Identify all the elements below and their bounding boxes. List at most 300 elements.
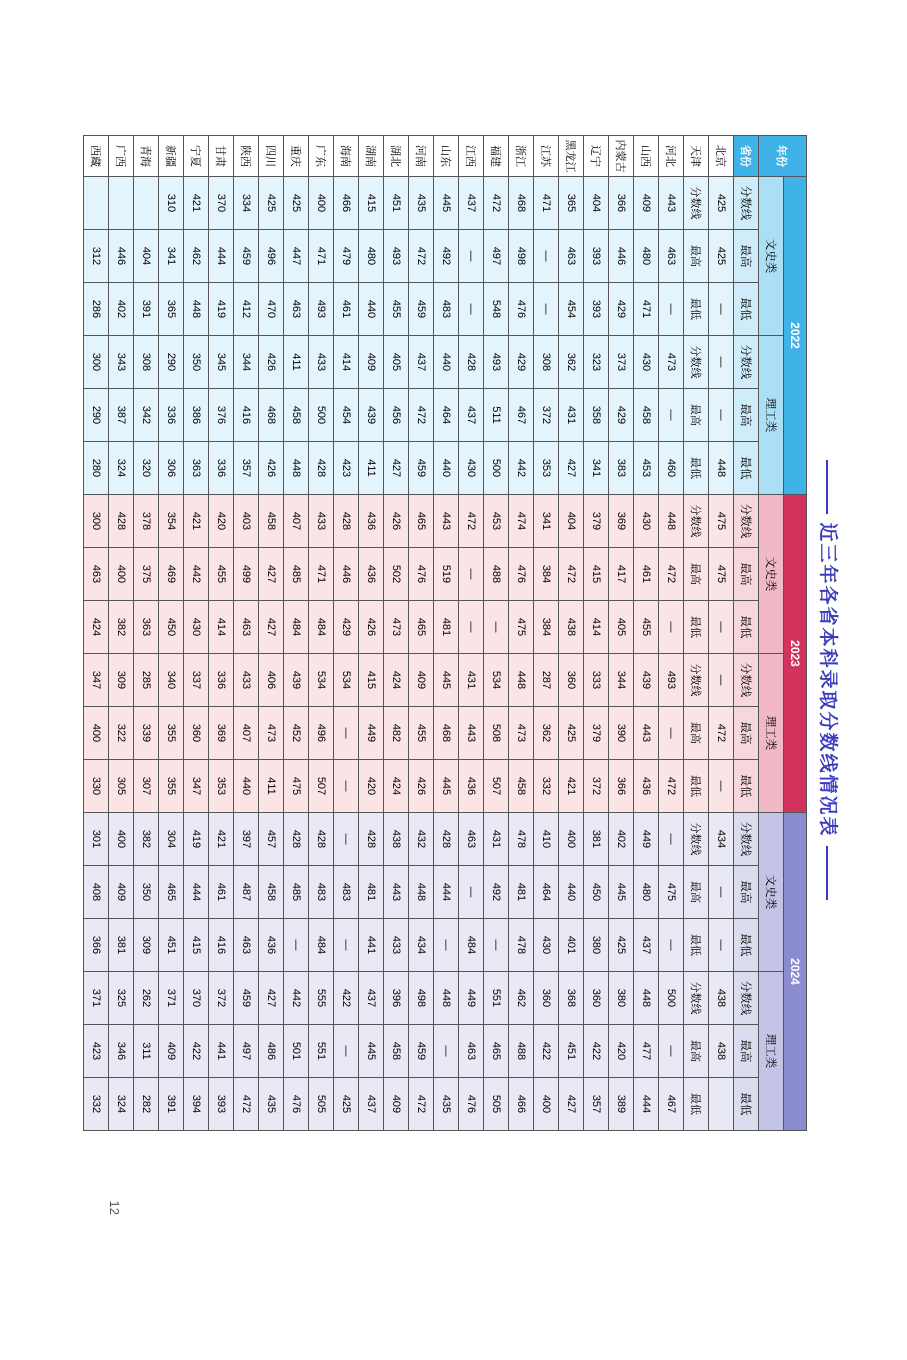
table-cell: 430 — [183, 601, 208, 654]
table-cell: 429 — [333, 601, 358, 654]
table-cell: — — [483, 601, 508, 654]
table-cell: 426 — [258, 442, 283, 495]
table-row — [633, 136, 658, 1131]
table-cell: 393 — [208, 1078, 233, 1131]
table-cell: 443 — [383, 866, 408, 919]
table-row — [233, 136, 258, 1131]
table-cell: 344 — [608, 654, 633, 707]
table-cell: 483 — [433, 283, 458, 336]
table-cell: 449 — [358, 707, 383, 760]
table-cell: — — [658, 707, 683, 760]
table-cell: 446 — [108, 230, 133, 283]
table-cell: 391 — [158, 1078, 183, 1131]
table-cell: 419 — [183, 813, 208, 866]
table-cell: 344 — [233, 336, 258, 389]
table-cell: 448 — [658, 495, 683, 548]
table-cell: 501 — [283, 1025, 308, 1078]
table-cell: 472 — [458, 495, 483, 548]
table-cell: 459 — [408, 283, 433, 336]
table-cell: 402 — [108, 283, 133, 336]
table-cell: — — [458, 230, 483, 283]
table-cell: 390 — [608, 707, 633, 760]
table-body — [83, 136, 733, 1131]
table-cell: 473 — [508, 707, 533, 760]
table-cell: 309 — [108, 654, 133, 707]
table-cell: 448 — [433, 972, 458, 1025]
table-cell: 448 — [408, 866, 433, 919]
table-row — [683, 136, 708, 1131]
table-cell: 428 — [333, 495, 358, 548]
table-cell: 371 — [158, 972, 183, 1025]
table-cell: 322 — [108, 707, 133, 760]
table-cell: — — [333, 813, 358, 866]
table-cell: 442 — [283, 972, 308, 1025]
table-cell: 463 — [558, 230, 583, 283]
table-cell: 308 — [533, 336, 558, 389]
row-province-label: 甘肃 — [208, 136, 233, 177]
table-cell: 312 — [83, 230, 108, 283]
header-2023-wenshi-max: 最高 — [733, 548, 758, 601]
table-cell: 421 — [208, 813, 233, 866]
table-subheader-cell: 最低 — [683, 442, 708, 495]
table-cell: — — [458, 548, 483, 601]
table-cell: 409 — [408, 654, 433, 707]
table-cell: 455 — [208, 548, 233, 601]
table-cell: — — [708, 919, 733, 972]
table-cell: 431 — [483, 813, 508, 866]
table-cell: 427 — [258, 972, 283, 1025]
table-cell: 451 — [158, 919, 183, 972]
table-cell: 468 — [258, 389, 283, 442]
table-cell: 445 — [433, 654, 458, 707]
table-cell: 459 — [408, 1025, 433, 1078]
table-cell: 534 — [308, 654, 333, 707]
table-cell: — — [708, 866, 733, 919]
table-subheader-cell: 最低 — [683, 760, 708, 813]
table-cell: 448 — [508, 654, 533, 707]
table-cell: 371 — [83, 972, 108, 1025]
table-subheader-cell: 分数线 — [683, 654, 708, 707]
table-cell: — — [433, 919, 458, 972]
table-header-year-row — [783, 136, 806, 1131]
table-cell — [708, 1078, 733, 1131]
table-row — [258, 136, 283, 1131]
table-cell: 475 — [658, 866, 683, 919]
table-cell: 427 — [558, 442, 583, 495]
table-cell: 363 — [183, 442, 208, 495]
table-cell: 425 — [333, 1078, 358, 1131]
table-cell: 481 — [358, 866, 383, 919]
header-2023-ligong-max: 最高 — [733, 707, 758, 760]
header-2022-ligong-max: 最高 — [733, 389, 758, 442]
table-cell: 484 — [308, 919, 333, 972]
table-cell: 429 — [608, 389, 633, 442]
table-cell: 493 — [308, 283, 333, 336]
table-cell: 305 — [108, 760, 133, 813]
table-cell: 467 — [658, 1078, 683, 1131]
table-cell: 372 — [533, 389, 558, 442]
table-cell: 458 — [283, 389, 308, 442]
table-cell: 458 — [508, 760, 533, 813]
table-cell: 498 — [508, 230, 533, 283]
table-cell: 280 — [83, 442, 108, 495]
table-cell: 421 — [183, 495, 208, 548]
table-cell: 433 — [233, 654, 258, 707]
table-cell: 499 — [233, 548, 258, 601]
table-cell: 409 — [158, 1025, 183, 1078]
table-cell: 262 — [133, 972, 158, 1025]
table-cell: 286 — [83, 283, 108, 336]
table-cell: 438 — [383, 813, 408, 866]
header-2022-wenshi: 文史类 — [758, 177, 783, 336]
table-cell: 336 — [208, 442, 233, 495]
table-cell: 479 — [333, 230, 358, 283]
table-cell: 444 — [633, 1078, 658, 1131]
table-cell: 415 — [358, 654, 383, 707]
table-header-sub-row — [733, 136, 758, 1131]
table-cell: 435 — [408, 177, 433, 230]
row-province-label: 宁夏 — [183, 136, 208, 177]
table-cell: 423 — [83, 1025, 108, 1078]
table-cell: 476 — [508, 283, 533, 336]
table-cell: 474 — [508, 495, 533, 548]
table-row — [583, 136, 608, 1131]
table-subheader-cell: 最高 — [683, 1025, 708, 1078]
table-row — [333, 136, 358, 1131]
table-cell: 346 — [108, 1025, 133, 1078]
table-cell: 309 — [133, 919, 158, 972]
table-cell: 421 — [183, 177, 208, 230]
table-cell: — — [658, 389, 683, 442]
table-cell: 496 — [308, 707, 333, 760]
table-cell: — — [333, 760, 358, 813]
table-cell: 394 — [183, 1078, 208, 1131]
table-subheader-cell: 最低 — [683, 283, 708, 336]
table-cell: 460 — [658, 442, 683, 495]
table-cell: 430 — [633, 336, 658, 389]
row-province-label: 河南 — [408, 136, 433, 177]
header-2022-wenshi-max: 最高 — [733, 230, 758, 283]
table-cell: 446 — [333, 548, 358, 601]
table-cell: — — [458, 283, 483, 336]
page-number: 12 — [106, 1200, 122, 1215]
table-cell: 436 — [633, 760, 658, 813]
table-cell: 438 — [708, 1025, 733, 1078]
table-cell: 384 — [533, 548, 558, 601]
table-cell: 452 — [283, 707, 308, 760]
table-cell: — — [658, 283, 683, 336]
table-cell: 337 — [183, 654, 208, 707]
table-cell: 458 — [383, 1025, 408, 1078]
table-cell: 324 — [108, 1078, 133, 1131]
table-subheader-cell: 分数线 — [683, 495, 708, 548]
table-cell: 424 — [383, 760, 408, 813]
table-cell: 465 — [158, 866, 183, 919]
table-row — [133, 136, 158, 1131]
table-cell: 437 — [408, 336, 433, 389]
header-province: 省份 — [733, 136, 758, 177]
table-cell: 362 — [533, 707, 558, 760]
table-subheader-cell: 最低 — [683, 1078, 708, 1131]
table-cell: 422 — [533, 1025, 558, 1078]
table-cell: 341 — [583, 442, 608, 495]
header-year-2024: 2024 — [783, 813, 806, 1131]
table-cell: 347 — [83, 654, 108, 707]
table-cell: 442 — [508, 442, 533, 495]
table-cell: 475 — [283, 760, 308, 813]
table-cell: 426 — [408, 760, 433, 813]
table-cell: 507 — [308, 760, 333, 813]
table-cell: 433 — [308, 495, 333, 548]
table-cell: 475 — [508, 601, 533, 654]
table-cell: 534 — [483, 654, 508, 707]
table-cell: — — [433, 1025, 458, 1078]
table-cell: 409 — [383, 1078, 408, 1131]
header-2024-wenshi-max: 最高 — [733, 866, 758, 919]
table-cell: 467 — [508, 389, 533, 442]
table-cell: 420 — [208, 495, 233, 548]
table-cell: 551 — [308, 1025, 333, 1078]
table-cell: 449 — [633, 813, 658, 866]
table-cell: 492 — [433, 230, 458, 283]
table-row — [83, 136, 108, 1131]
table-cell: 363 — [133, 601, 158, 654]
table-cell: 480 — [633, 230, 658, 283]
table-cell: 493 — [658, 654, 683, 707]
header-2022-ligong: 理工类 — [758, 336, 783, 495]
table-cell: 436 — [458, 760, 483, 813]
table-cell: 433 — [383, 919, 408, 972]
table-cell: 473 — [658, 336, 683, 389]
table-cell: 424 — [383, 654, 408, 707]
table-cell: 428 — [308, 813, 333, 866]
table-cell: 435 — [433, 1078, 458, 1131]
table-cell: 411 — [258, 760, 283, 813]
table-cell: 437 — [358, 972, 383, 1025]
table-cell: 431 — [558, 389, 583, 442]
table-cell: 551 — [483, 972, 508, 1025]
table-subheader-cell: 最高 — [683, 866, 708, 919]
table-cell: 471 — [533, 177, 558, 230]
table-cell: 425 — [558, 707, 583, 760]
row-province-label: 江苏 — [533, 136, 558, 177]
table-cell: 486 — [258, 1025, 283, 1078]
header-2022-wenshi-line: 分数线 — [733, 177, 758, 230]
table-cell: 440 — [233, 760, 258, 813]
table-cell: 411 — [283, 336, 308, 389]
table-cell: 393 — [583, 283, 608, 336]
table-cell: 353 — [208, 760, 233, 813]
table-cell: 427 — [258, 601, 283, 654]
table-cell: 402 — [608, 813, 633, 866]
table-cell — [133, 177, 158, 230]
table-row — [408, 136, 433, 1131]
table-cell: 404 — [558, 495, 583, 548]
table-cell: 400 — [83, 707, 108, 760]
row-province-label: 河北 — [658, 136, 683, 177]
table-cell: 387 — [108, 389, 133, 442]
table-cell: — — [533, 283, 558, 336]
table-cell: 454 — [558, 283, 583, 336]
table-cell: 404 — [583, 177, 608, 230]
table-cell: 420 — [608, 1025, 633, 1078]
table-cell: — — [708, 389, 733, 442]
table-cell: 414 — [208, 601, 233, 654]
row-province-label: 广东 — [308, 136, 333, 177]
table-cell: 445 — [608, 866, 633, 919]
table-cell: 427 — [558, 1078, 583, 1131]
table-cell: 464 — [533, 866, 558, 919]
table-cell: 341 — [158, 230, 183, 283]
table-cell: 459 — [233, 230, 258, 283]
table-cell: 463 — [283, 283, 308, 336]
table-cell: 311 — [133, 1025, 158, 1078]
table-cell: 391 — [133, 283, 158, 336]
table-subheader-cell: 最高 — [683, 230, 708, 283]
table-cell: 472 — [233, 1078, 258, 1131]
table-cell: 380 — [608, 972, 633, 1025]
header-2022-ligong-min: 最低 — [733, 442, 758, 495]
table-cell: 417 — [608, 548, 633, 601]
table-cell: 449 — [458, 972, 483, 1025]
table-cell: 427 — [258, 548, 283, 601]
row-province-label: 广西 — [108, 136, 133, 177]
header-year-2023: 2023 — [783, 495, 806, 813]
table-cell: 445 — [433, 177, 458, 230]
table-cell: 430 — [533, 919, 558, 972]
row-province-label: 陕西 — [233, 136, 258, 177]
table-cell: 500 — [308, 389, 333, 442]
table-cell: 450 — [158, 601, 183, 654]
table-cell: 325 — [108, 972, 133, 1025]
table-cell: 429 — [508, 336, 533, 389]
table-cell: 382 — [133, 813, 158, 866]
table-cell: 428 — [458, 336, 483, 389]
table-cell: 393 — [583, 230, 608, 283]
table-cell: 304 — [158, 813, 183, 866]
table-cell: 500 — [483, 442, 508, 495]
table-cell: 465 — [408, 601, 433, 654]
table-cell: 483 — [308, 866, 333, 919]
header-2022-wenshi-min: 最低 — [733, 283, 758, 336]
table-cell: 458 — [258, 495, 283, 548]
table-cell: 350 — [133, 866, 158, 919]
table-cell: 472 — [708, 707, 733, 760]
table-cell: 455 — [408, 707, 433, 760]
table-cell: 384 — [533, 601, 558, 654]
header-2024-ligong-min: 最低 — [733, 1078, 758, 1131]
table-cell: — — [658, 601, 683, 654]
table-row — [308, 136, 333, 1131]
table-cell: 459 — [233, 972, 258, 1025]
header-2024-wenshi: 文史类 — [758, 813, 783, 972]
table-cell: 429 — [608, 283, 633, 336]
table-cell: 484 — [458, 919, 483, 972]
table-cell: 442 — [183, 548, 208, 601]
table-cell: 445 — [433, 760, 458, 813]
table-cell: 448 — [183, 283, 208, 336]
table-cell: 370 — [208, 177, 233, 230]
table-cell: 488 — [483, 548, 508, 601]
table-cell: 502 — [383, 548, 408, 601]
table-cell: 320 — [133, 442, 158, 495]
table-cell: 428 — [433, 813, 458, 866]
table-cell: 365 — [158, 283, 183, 336]
table-cell: 519 — [433, 548, 458, 601]
table-cell: 508 — [483, 707, 508, 760]
table-cell: 332 — [83, 1078, 108, 1131]
table-cell: 290 — [158, 336, 183, 389]
header-2023-ligong-min: 最低 — [733, 760, 758, 813]
table-cell: 300 — [83, 495, 108, 548]
table-cell: 341 — [533, 495, 558, 548]
table-cell: 439 — [633, 654, 658, 707]
table-cell: 443 — [458, 707, 483, 760]
table-cell: 389 — [608, 1078, 633, 1131]
table-cell: 369 — [608, 495, 633, 548]
row-province-label: 江西 — [458, 136, 483, 177]
table-cell: 428 — [283, 813, 308, 866]
table-cell: 455 — [633, 601, 658, 654]
table-cell: 471 — [633, 283, 658, 336]
table-cell: 375 — [133, 548, 158, 601]
row-province-label: 新疆 — [158, 136, 183, 177]
table-cell: 428 — [108, 495, 133, 548]
row-province-label: 浙江 — [508, 136, 533, 177]
table-cell: 323 — [583, 336, 608, 389]
table-cell: 425 — [608, 919, 633, 972]
table-cell: 505 — [483, 1078, 508, 1131]
table-cell: 434 — [408, 919, 433, 972]
row-province-label: 湖南 — [358, 136, 383, 177]
table-cell: 422 — [333, 972, 358, 1025]
table-cell: 464 — [433, 389, 458, 442]
header-2023-ligong-line: 分数线 — [733, 654, 758, 707]
table-cell: — — [458, 866, 483, 919]
table-cell: 380 — [583, 919, 608, 972]
table-cell: 446 — [608, 230, 633, 283]
table-cell: 339 — [133, 707, 158, 760]
table-cell: 492 — [483, 866, 508, 919]
table-cell: 430 — [458, 442, 483, 495]
table-cell: 475 — [708, 495, 733, 548]
table-cell: 290 — [83, 389, 108, 442]
row-province-label: 山东 — [433, 136, 458, 177]
table-cell: — — [708, 760, 733, 813]
table-cell: 355 — [158, 760, 183, 813]
table-cell: 415 — [583, 548, 608, 601]
table-cell: 415 — [183, 919, 208, 972]
table-cell: 347 — [183, 760, 208, 813]
table-cell: 360 — [558, 654, 583, 707]
table-cell: 424 — [83, 601, 108, 654]
table-cell: 426 — [258, 336, 283, 389]
table-cell: 336 — [208, 654, 233, 707]
table-cell: 463 — [233, 919, 258, 972]
table-cell: 409 — [108, 866, 133, 919]
table-cell: 434 — [708, 813, 733, 866]
table-cell: 400 — [108, 548, 133, 601]
table-cell: 427 — [383, 442, 408, 495]
table-cell: 472 — [658, 548, 683, 601]
table-cell: 425 — [708, 230, 733, 283]
table-cell: 342 — [133, 389, 158, 442]
table-cell: 438 — [558, 601, 583, 654]
table-cell: 461 — [208, 866, 233, 919]
table-cell: 447 — [283, 230, 308, 283]
table-row — [558, 136, 583, 1131]
table-cell: — — [333, 1025, 358, 1078]
